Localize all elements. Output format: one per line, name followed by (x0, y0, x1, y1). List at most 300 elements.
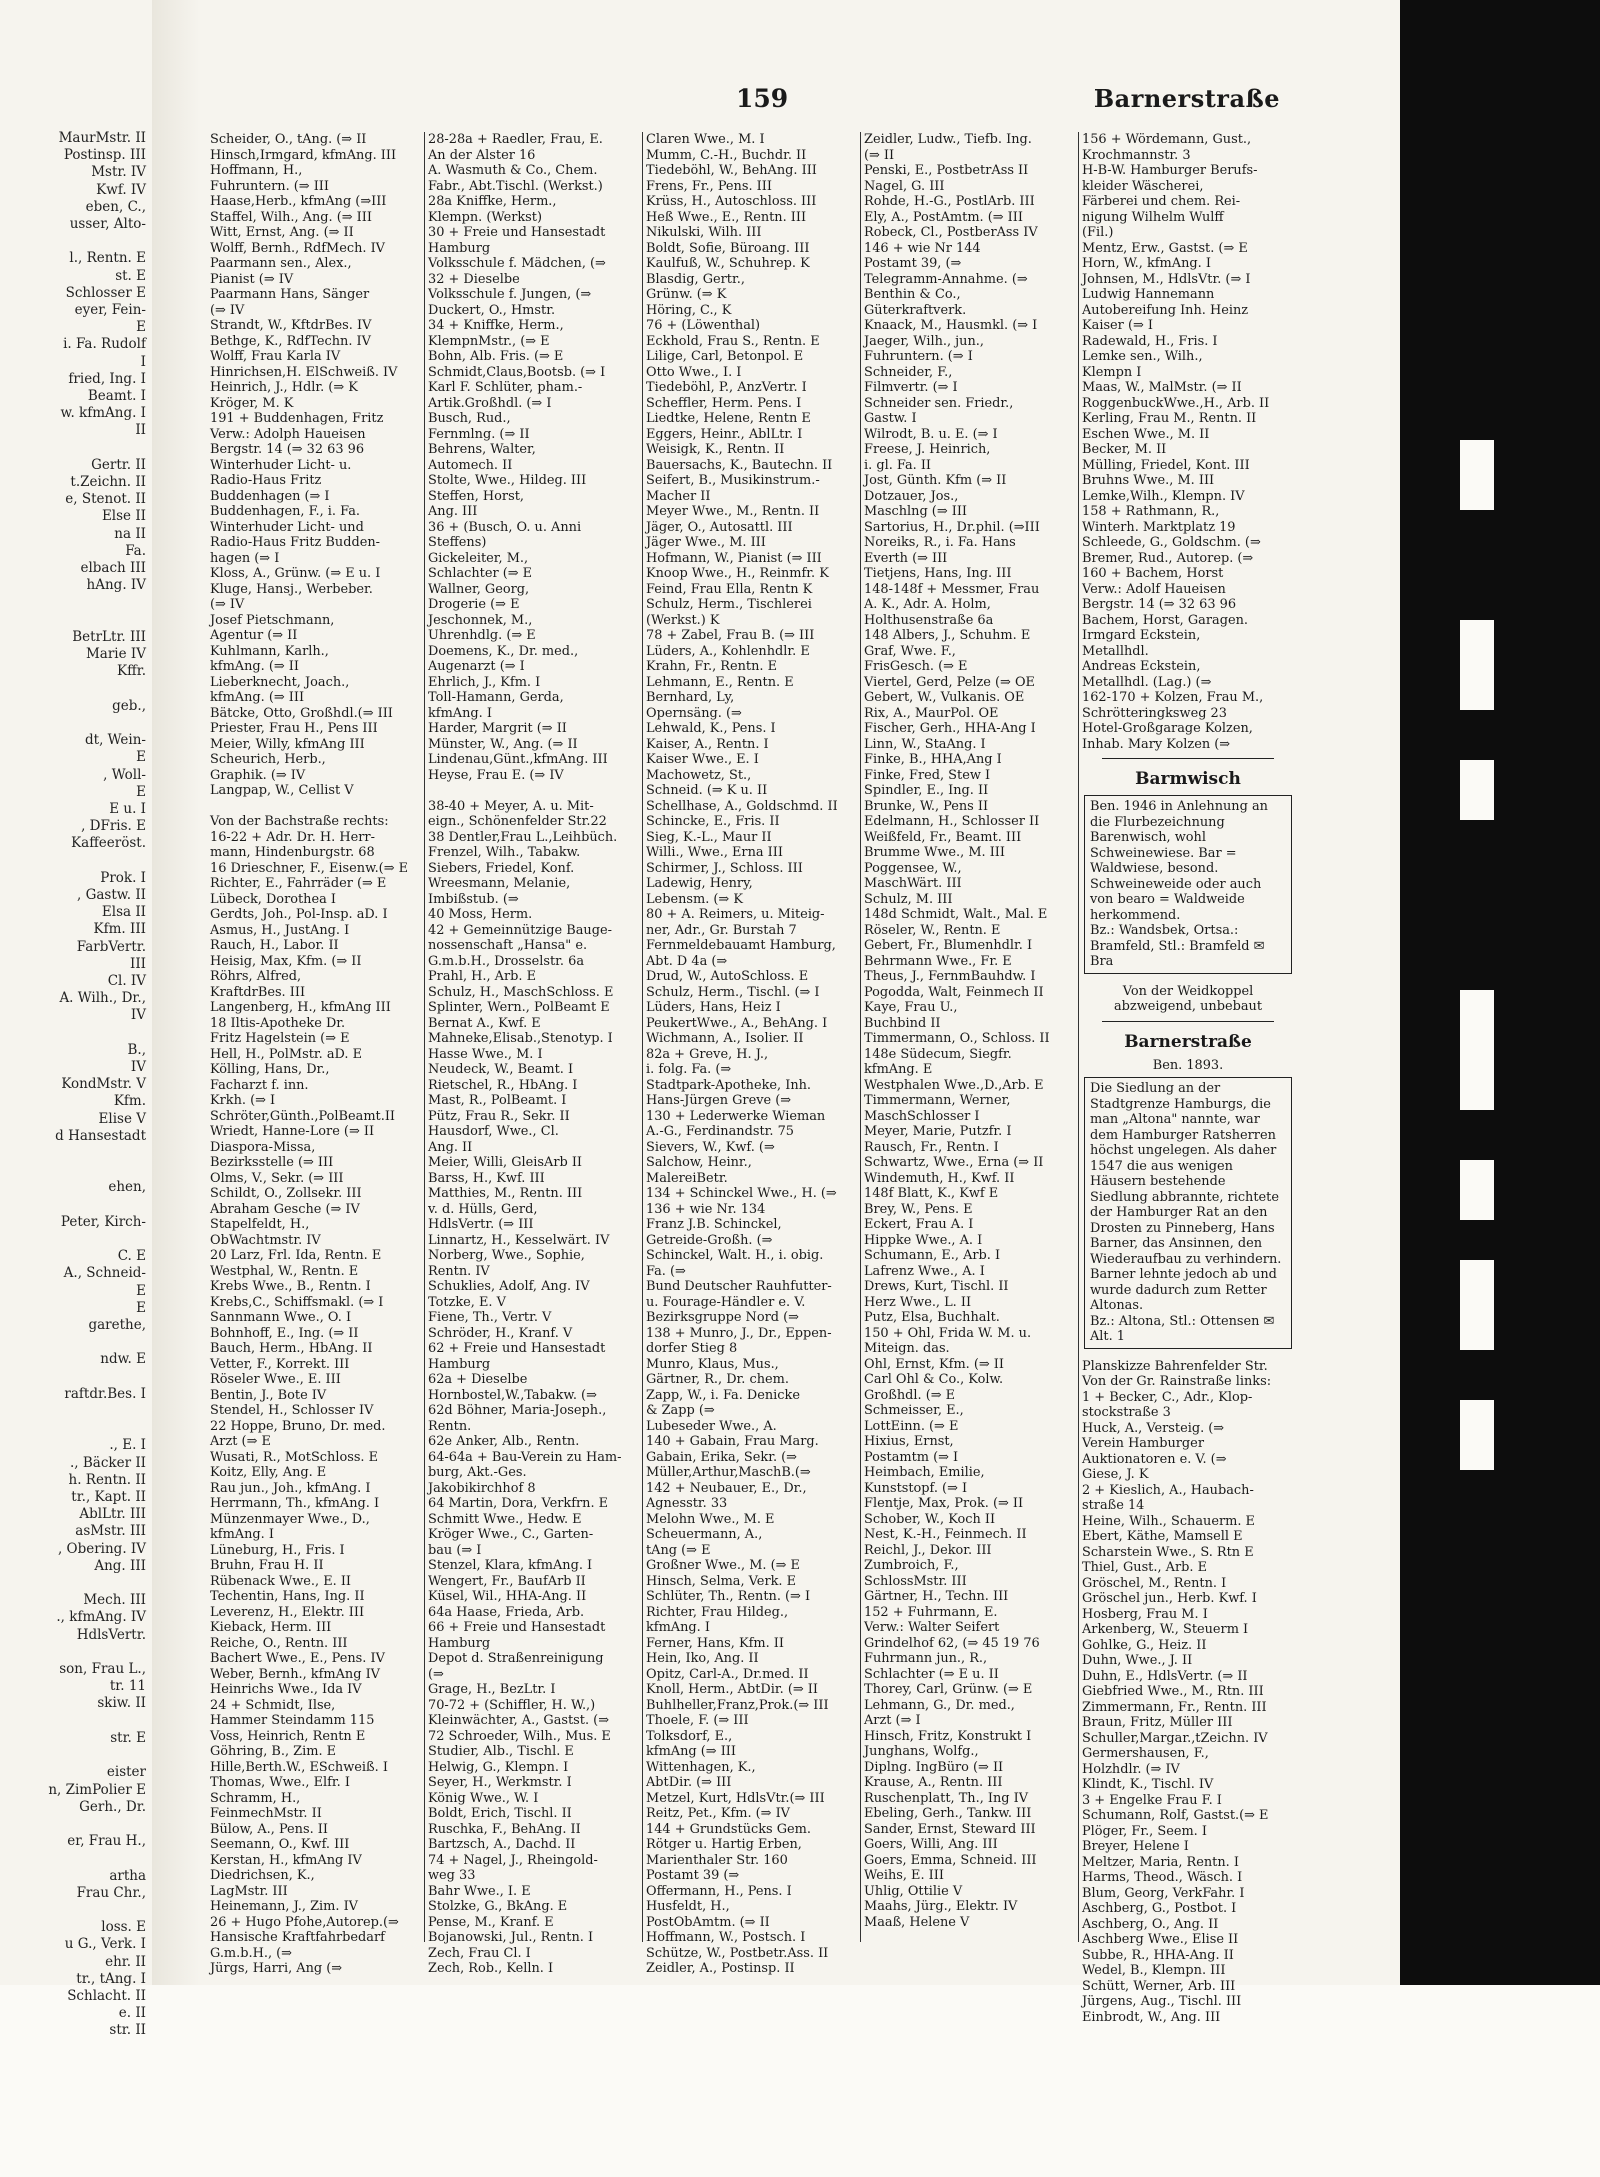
directory-entry: hagen (⇒ I (210, 550, 280, 566)
directory-entry: Wengert, Fr., BaufArb II (428, 1573, 586, 1589)
directory-entry: Mumm, C.-H., Buchdr. II (646, 147, 807, 163)
directory-entry: Wichmann, A., Isolier. II (646, 1031, 804, 1046)
directory-entry: Jakobikirchhof 8 (428, 1480, 536, 1496)
facing-page-line: Kfm. III (93, 921, 146, 938)
directory-entry: Heine, Wilh., Schauerm. E (1082, 1513, 1255, 1529)
directory-entry: A.-G., Ferdinandstr. 75 (646, 1124, 794, 1139)
directory-entry: Neudeck, W., Beamt. I (428, 1062, 574, 1077)
directory-entry: Boldt, Sofie, Büroang. III (646, 240, 810, 256)
directory-entry: PeukertWwe., A., BehAng. I (646, 1015, 828, 1031)
directory-entry: Facharzt f. inn. (210, 1077, 309, 1093)
directory-entry: Paarmann Hans, Sänger (210, 287, 370, 302)
facing-page-line (0, 233, 150, 250)
directory-entry: Schulz, Herm., Tischl. (⇒ I (646, 984, 820, 1000)
facing-page-line: Kwf. IV (96, 181, 146, 198)
directory-entry: Volksschule f. Jungen, (⇒ (428, 287, 592, 302)
directory-entry: Prahl, H., Arb. E (428, 969, 537, 984)
directory-entry: Hamburg (428, 1356, 491, 1372)
directory-entry: Heß Wwe., E., Rentn. III (646, 209, 807, 225)
facing-page-line (0, 1575, 150, 1592)
directory-entry: Pianist (⇒ IV (210, 271, 294, 287)
facing-page-line: Postinsp. III (63, 147, 146, 164)
directory-entry: Hippke Wwe., A. I (864, 1232, 983, 1248)
facing-page-line: Gerh., Dr. (79, 1798, 146, 1815)
facing-page-line: FarbVertr. (76, 938, 146, 955)
page-header (200, 84, 1280, 120)
directory-entry: Liedtke, Helene, Rentn E (646, 411, 811, 426)
directory-entry: Lemke sen., Wilh., (1082, 349, 1203, 364)
directory-entry: Westphal, W., Rentn. E (210, 1263, 359, 1279)
facing-page-line: skiw. II (97, 1695, 146, 1712)
street-heading: Barnerstraße (1124, 1031, 1252, 1052)
directory-entry: 78 + Zabel, Frau B. (⇒ III (646, 628, 815, 643)
directory-entry: 130 + Lederwerke Wieman (646, 1108, 826, 1124)
directory-entry: Gastw. I (864, 411, 917, 426)
directory-entry: An der Alster 16 (428, 147, 536, 163)
directory-entry: Schmitt Wwe., Hedw. E (428, 1511, 582, 1527)
directory-entry: SchlossMstr. III (864, 1573, 967, 1589)
directory-entry: Rix, A., MaurPol. OE (864, 705, 999, 721)
directory-entry: Flentje, Max, Prok. (⇒ II (864, 1496, 1024, 1511)
facing-page-line (0, 681, 150, 698)
directory-entry: (⇒ (428, 1666, 444, 1682)
facing-page-line: ehen, (108, 1179, 146, 1196)
directory-entry: Hamburg (428, 1635, 491, 1651)
facing-page-line: B., (127, 1041, 146, 1058)
directory-entry: Meltzer, Maria, Rentn. I (1082, 1854, 1239, 1870)
facing-page-line: hAng. IV (86, 577, 146, 594)
directory-entry: Drews, Kurt, Tischl. II (864, 1279, 1009, 1294)
directory-entry: MaschSchlosser I (864, 1108, 980, 1124)
directory-entry: Thoele, F. (⇒ III (646, 1713, 749, 1728)
directory-entry: kfmAng. I (428, 705, 492, 721)
directory-entry: 66 + Freie und Hansestadt (428, 1620, 606, 1635)
directory-entry: Fernmeldebauamt Hamburg, (646, 938, 836, 953)
facing-page-line: usser, Alto- (69, 216, 146, 233)
directory-entry: Hamburg (428, 240, 491, 256)
directory-entry: Münzenmayer Wwe., D., (210, 1511, 370, 1527)
facing-page-line: garethe, (88, 1317, 146, 1334)
directory-entry: Eckhold, Frau S., Rentn. E (646, 333, 820, 349)
directory-entry: 62 + Freie und Hansestadt (428, 1341, 606, 1356)
directory-entry: Westphalen Wwe.,D.,Arb. E (864, 1077, 1044, 1093)
directory-entry: Techentin, Hans, Ing. II (210, 1589, 365, 1604)
directory-entry: Meier, Willy, kfmAng III (210, 736, 365, 752)
directory-entry: 28a Kniffke, Herm., (428, 194, 557, 209)
directory-entry: Kröger, M. K (210, 395, 294, 411)
directory-entry: Rau jun., Joh., kfmAng. I (210, 1480, 371, 1496)
directory-entry: Ebeling, Gerh., Tankw. III (864, 1806, 1032, 1821)
directory-entry: Meyer, Marie, Putzfr. I (864, 1124, 1012, 1139)
directory-entry: Kaiser (⇒ I (1082, 318, 1153, 333)
directory-entry: Verein Hamburger (1082, 1436, 1204, 1451)
directory-entry: MalereiBetr. (646, 1170, 728, 1186)
directory-entry: Strandt, W., KftdrBes. IV (210, 318, 372, 333)
directory-entry: Tietjens, Hans, Ing. III (864, 566, 1012, 581)
directory-entry: kfmAng. E (864, 1062, 933, 1077)
directory-entry: Jaeger, Wilh., jun., (864, 333, 984, 349)
directory-entry: Inhab. Mary Kolzen (⇒ (1082, 736, 1231, 752)
directory-entry: Richter, E., Fahrräder (⇒ E (210, 876, 387, 891)
directory-entry: Bachert Wwe., E., Pens. IV (210, 1651, 385, 1666)
directory-entry: Duhn, Wwe., J. II (1082, 1653, 1193, 1668)
directory-entry: Schober, W., Koch II (864, 1511, 996, 1527)
directory-entry: G.m.b.H., (⇒ (210, 1945, 292, 1961)
directory-entry: Eckert, Frau A. I (864, 1217, 974, 1232)
directory-entry: Krochmannstr. 3 (1082, 147, 1191, 163)
directory-entry: Zeidler, Ludw., Tiefb. Ing. (864, 132, 1032, 147)
directory-entry: Andreas Eckstein, (1082, 659, 1201, 674)
directory-entry: Machowetz, St., (646, 767, 752, 783)
directory-entry: Reichl, J., Dekor. III (864, 1542, 992, 1558)
directory-entry: 16-22 + Adr. Dr. H. Herr- (210, 829, 375, 845)
directory-entry: Weihs, E. III (864, 1868, 944, 1883)
directory-entry: 148 Albers, J., Schuhm. E (864, 628, 1031, 643)
directory-entry: Schirmer, J., Schloss. III (646, 860, 803, 876)
facing-page-line: ., kfmAng. IV (56, 1609, 146, 1626)
directory-entry: kleider Wäscherei, (1082, 178, 1204, 194)
directory-entry: Busch, Rud., (428, 411, 511, 426)
directory-entry: Steffens) (428, 535, 487, 550)
directory-entry: 148d Schmidt, Walt., Mal. E (864, 907, 1048, 922)
directory-entry: 20 Larz, Frl. Ida, Rentn. E (210, 1248, 382, 1263)
directory-entry: Mentz, Erw., Gastst. (⇒ E (1082, 240, 1248, 256)
directory-entry: Arzt (⇒ E (210, 1434, 271, 1449)
directory-entry: Schütze, W., Postbetr.Ass. II (646, 1945, 829, 1961)
directory-entry: RoggenbuckWwe.,H., Arb. II (1082, 395, 1270, 411)
facing-page-line: st. E (115, 267, 146, 284)
facing-page-line (0, 440, 150, 457)
directory-entry: Mahneke,Elisab.,Stenotyp. I (428, 1031, 613, 1046)
directory-entry: Fuhrmann jun., R., (864, 1651, 988, 1666)
directory-entry: Großhdl. (⇒ E (864, 1387, 956, 1403)
directory-entry: Franz J.B. Schinckel, (646, 1217, 782, 1232)
directory-entry: Auktionatoren e. V. (⇒ (1082, 1451, 1227, 1467)
directory-entry: Zumbroich, F., (864, 1558, 959, 1573)
facing-page-line: Ang. III (94, 1557, 146, 1574)
directory-entry: Heinemann, J., Zim. IV (210, 1899, 358, 1914)
directory-entry: Holzhdlr. (⇒ IV (1082, 1761, 1180, 1777)
directory-entry: Dotzauer, Jos., (864, 488, 959, 504)
directory-entry: 134 + Schinckel Wwe., H. (⇒ (646, 1186, 837, 1201)
street-note: Von der Weidkoppel (1122, 983, 1254, 999)
directory-entry: Wilrodt, B. u. E. (⇒ I (864, 426, 998, 442)
facing-page-line: Elsa II (101, 904, 146, 921)
directory-entry: Lehwald, K., Pens. I (646, 721, 776, 736)
directory-entry: Bergstr. 14 (⇒ 32 63 96 (210, 442, 365, 457)
directory-entry: Hoffmann, W., Postsch. I (646, 1930, 806, 1945)
column-divider (424, 132, 425, 1942)
directory-entry: Uhrenhdlg. (⇒ E (428, 628, 536, 643)
directory-entry: Arzt (⇒ I (864, 1713, 921, 1728)
directory-entry: Schröter,Günth.,PolBeamt.II (210, 1108, 396, 1124)
directory-entry: kfmAng. I (646, 1620, 710, 1635)
directory-entry: Knaack, M., Hausmkl. (⇒ I (864, 318, 1038, 333)
directory-entry: Diedrichsen, K., (210, 1868, 315, 1883)
directory-entry: Lüders, A., Kohlenhdlr. E (646, 643, 810, 659)
directory-entry: 24 + Schmidt, Ilse, (210, 1697, 336, 1713)
directory-entry: Willi., Wwe., Erna III (646, 845, 783, 860)
directory-entry: Lüders, Hans, Heiz I (646, 1000, 781, 1015)
directory-entry: Brunke, W., Pens II (864, 798, 989, 814)
directory-entry: Frenzel, Wilh., Tabakw. (428, 845, 581, 860)
directory-entry: Ehrlich, J., Kfm. I (428, 674, 541, 690)
directory-entry: Maahs, Jürg., Elektr. IV (864, 1899, 1018, 1914)
directory-entry: u. Fourage-Händler e. V. (646, 1294, 806, 1310)
facing-page-line: tr., tAng. I (76, 1970, 146, 1987)
directory-entry: Schütt, Werner, Arb. III (1082, 1978, 1236, 1994)
directory-entry: Scheffler, Herm. Pens. I (646, 395, 802, 411)
facing-page-line: Peter, Kirch- (60, 1213, 146, 1230)
directory-entry: Pense, M., Kranf. E (428, 1914, 554, 1930)
facing-page-line: Else II (101, 508, 146, 525)
section-rule (1102, 758, 1274, 759)
directory-entry: G.m.b.H., Drosselstr. 6a (428, 953, 585, 969)
directory-entry: Kunststopf. (⇒ I (864, 1480, 968, 1496)
directory-entry: Abt. D 4a (⇒ (646, 953, 728, 969)
info-box-text: Bz.: Altona, Stl.: Ottensen ✉ Alt. 1 (1090, 1313, 1275, 1344)
directory-entry: Winterhuder Licht- und (210, 519, 364, 535)
directory-entry: Nest, K.-H., Feinmech. II (864, 1527, 1027, 1542)
directory-entry: Linn, W., StaAng. I (864, 736, 986, 752)
directory-entry: Fischer, Gerh., HHA-Ang I (864, 721, 1036, 736)
directory-entry: Güterkraftverk. (864, 302, 967, 318)
directory-entry: Zech, Frau Cl. I (428, 1945, 531, 1961)
facing-page-line (0, 594, 150, 611)
directory-entry: 34 + Kniffke, Herm., (428, 318, 564, 333)
directory-entry: 148e Südecum, Siegfr. (864, 1046, 1012, 1062)
directory-entry: Hixius, Ernst, (864, 1434, 954, 1449)
directory-entry: Kaiser, A., Rentn. I (646, 736, 769, 752)
page-bottom-margin (0, 1985, 1600, 2177)
directory-entry: Rauch, H., Labor. II (210, 938, 339, 953)
facing-page-line: tr. 11 (109, 1678, 146, 1695)
directory-entry: Agentur (⇒ II (210, 628, 298, 643)
directory-entry: Gröschel, M., Rentn. I (1082, 1575, 1227, 1591)
directory-entry: Blasdig, Gertr., (646, 271, 745, 287)
directory-entry: Germershausen, F., (1082, 1746, 1209, 1761)
facing-page-line: A., Schneid- (63, 1265, 146, 1282)
directory-entry: Frens, Fr., Pens. III (646, 178, 772, 194)
directory-entry: Duhn, E., HdlsVertr. (⇒ II (1082, 1668, 1248, 1684)
directory-entry: Heinrich, J., Hdlr. (⇒ K (210, 380, 358, 395)
directory-entry: Einbrodt, W., Ang. III (1082, 2009, 1221, 2025)
facing-page-line: l., Rentn. E (69, 250, 146, 267)
directory-entry: Von der Bachstraße rechts: (210, 814, 389, 829)
directory-entry: 138 + Munro, J., Dr., Eppen- (646, 1325, 832, 1341)
directory-entry: Herrmann, Th., kfmAng. I (210, 1496, 380, 1511)
directory-entry: Hinsch, Fritz, Konstrukt I (864, 1728, 1032, 1744)
directory-entry: Feind, Frau Ella, Rentn K (646, 581, 813, 597)
directory-entry: Brey, W., Pens. E (864, 1201, 973, 1217)
facing-page-line (0, 1025, 150, 1042)
directory-column-1 (210, 132, 422, 1982)
directory-entry: Harms, Theod., Wäsch. I (1082, 1870, 1243, 1885)
directory-entry: Grindelhof 62, (⇒ 45 19 76 (864, 1635, 1040, 1651)
directory-entry: Krahn, Fr., Rentn. E (646, 659, 777, 674)
directory-entry: Bauch, Herm., HbAng. II (210, 1341, 373, 1356)
directory-entry: Bezirksgruppe Nord (⇒ (646, 1310, 799, 1325)
facing-page-line: fried, Ing. I (68, 370, 146, 387)
directory-entry: 18 Iltis-Apotheke Dr. (210, 1015, 346, 1031)
directory-entry: Penski, E., PostbetrAss II (864, 163, 1029, 178)
directory-entry: Lehmann, G., Dr. med., (864, 1697, 1015, 1713)
directory-entry: FeinmechMstr. II (210, 1806, 322, 1821)
directory-entry: Ely, A., PostAmtm. (⇒ III (864, 209, 1023, 225)
directory-entry: Gärtner, H., Techn. III (864, 1589, 1009, 1604)
directory-entry: Schuklies, Adolf, Ang. IV (428, 1279, 590, 1294)
directory-entry: Munro, Klaus, Mus., (646, 1356, 779, 1372)
directory-entry: LottEinn. (⇒ E (864, 1418, 959, 1434)
facing-page-line: n, ZimPolier E (48, 1781, 146, 1798)
directory-entry: 16 Drieschner, F., Eisenw.(⇒ E (210, 860, 409, 876)
directory-entry: Fuhruntern. (⇒ I (864, 349, 973, 364)
facing-page-line: ndw. E (100, 1351, 146, 1368)
facing-page-line: w. kfmAng. I (60, 405, 146, 422)
directory-entry: Bohn, Alb. Fris. (⇒ E (428, 349, 564, 364)
directory-entry: Freese, J. Heinrich, (864, 442, 991, 457)
directory-entry: Buchbind II (864, 1015, 941, 1031)
directory-entry: 72 Schroeder, Wilh., Mus. E (428, 1728, 611, 1744)
directory-entry: Rohde, H.-G., PostlArb. III (864, 194, 1035, 209)
directory-entry: Bezirksstelle (⇒ III (210, 1155, 334, 1170)
directory-entry: Stadtpark-Apotheke, Inh. (646, 1077, 812, 1093)
directory-entry: Postamt 39, (⇒ (864, 256, 962, 271)
directory-entry: Eggers, Heinr., AblLtr. I (646, 426, 803, 442)
facing-page-line (0, 1816, 150, 1833)
directory-entry: Ruschka, F., BehAng. II (428, 1821, 581, 1837)
directory-entry: Kieback, Herm. III (210, 1620, 332, 1635)
directory-entry: Gebert, W., Vulkanis. OE (864, 690, 1025, 705)
directory-entry: Pogodda, Walt, Feinmech II (864, 984, 1044, 1000)
directory-entry: Klempn. (Werkst) (428, 209, 543, 225)
directory-entry: (⇒ II (864, 147, 895, 163)
directory-entry: Ruschenplatt, Th., Ing IV (864, 1790, 1029, 1806)
directory-entry: AbtDir. (⇒ III (646, 1775, 732, 1790)
facing-page-fragment (0, 130, 150, 2039)
directory-entry: Seemann, O., Kwf. III (210, 1837, 350, 1852)
directory-entry: H-B-W. Hamburger Berufs- (1082, 163, 1258, 178)
info-box-text: Bz.: Wandsbek, Ortsa.: Bramfeld, Stl.: Bramfeld ✉ Bra (1090, 923, 1265, 969)
directory-entry: Theus, J., FernmBauhdw. I (864, 969, 1036, 984)
directory-entry: 38-40 + Meyer, A. u. Mit- (428, 798, 594, 814)
facing-page-line: Mstr. IV (91, 164, 146, 181)
directory-entry: Robeck, Cl., PostberAss IV (864, 225, 1038, 240)
directory-entry: Drogerie (⇒ E (428, 597, 520, 612)
facing-page-line: Kfm. (113, 1093, 146, 1110)
directory-entry: Rentn. IV (428, 1263, 490, 1279)
directory-entry: Melohn Wwe., M. E (646, 1511, 775, 1527)
directory-entry: Spindler, E., Ing. II (864, 783, 989, 798)
directory-entry: Goers, Willi, Ang. III (864, 1837, 998, 1852)
facing-page-line: , Gastw. II (77, 886, 146, 903)
facing-page-line (0, 1644, 150, 1661)
directory-entry: Asmus, H., JustAng. I (210, 922, 350, 938)
directory-entry: 62d Böhner, Maria-Joseph., (428, 1403, 607, 1418)
directory-entry: Schumann, Rolf, Gastst.(⇒ E (1082, 1808, 1269, 1823)
directory-entry: Stapelfeldt, H., (210, 1217, 310, 1232)
directory-entry: Schlüter, Th., Rentn. (⇒ I (646, 1589, 811, 1604)
directory-entry: Opitz, Carl-A., Dr.med. II (646, 1666, 809, 1682)
directory-entry: Ladewig, Henry, (646, 876, 753, 891)
directory-entry: Doemens, K., Dr. med., (428, 643, 579, 659)
directory-entry: Claren Wwe., M. I (646, 132, 765, 147)
directory-entry: FrisGesch. (⇒ E (864, 659, 968, 674)
directory-entry: kfmAng (⇒ III (646, 1744, 736, 1759)
directory-entry: Ang. II (428, 1139, 473, 1155)
directory-entry: Bentin, J., Bote IV (210, 1387, 327, 1403)
directory-entry: Wriedt, Hanne-Lore (⇒ II (210, 1124, 375, 1139)
directory-entry: Heimbach, Emilie, (864, 1465, 985, 1480)
directory-entry: 40 Moss, Herm. (428, 907, 533, 922)
facing-page-line: Mech. III (83, 1592, 146, 1609)
directory-entry: Scheider, O., tAng. (⇒ II (210, 132, 367, 147)
directory-entry: Agnesstr. 33 (646, 1496, 728, 1511)
directory-entry: Breyer, Helene I (1082, 1839, 1189, 1854)
directory-entry: Witt, Ernst, Ang. (⇒ II (210, 225, 354, 240)
directory-entry: 2 + Kieslich, A., Haubach- (1082, 1482, 1254, 1498)
directory-entry: 148f Blatt, K., Kwf E (864, 1186, 999, 1201)
directory-entry: Leverenz, H., Elektr. III (210, 1604, 365, 1620)
directory-entry: Staffel, Wilh., Ang. (⇒ III (210, 209, 372, 225)
directory-entry: Stendel, H., Schlosser IV (210, 1403, 374, 1418)
directory-entry: Behrens, Walter, (428, 442, 536, 457)
facing-page-line: str. E (110, 1729, 146, 1746)
directory-entry: 148-148f + Messmer, Frau (864, 581, 1040, 597)
directory-entry: Putz, Elsa, Buchhalt. (864, 1310, 1000, 1325)
directory-entry: Rentn. (428, 1418, 472, 1434)
directory-entry: Meyer Wwe., M., Rentn. II (646, 504, 820, 519)
directory-entry: Behrmann Wwe., Fr. E (864, 953, 1012, 969)
directory-entry: Hasse Wwe., M. I (428, 1046, 543, 1062)
facing-page-line: MaurMstr. II (58, 130, 146, 146)
directory-entry: Diplng. IngBüro (⇒ II (864, 1759, 1004, 1775)
facing-page-line: Schlacht. II (67, 1987, 146, 2004)
directory-entry: Röhrs, Alfred, (210, 969, 302, 984)
directory-entry: Giese, J. K (1082, 1467, 1149, 1482)
directory-entry: stockstraße 3 (1082, 1405, 1171, 1420)
directory-entry: Horn, W., kfmAng. I (1082, 256, 1211, 271)
directory-entry: Jürgs, Harri, Ang (⇒ (210, 1961, 343, 1976)
directory-entry: Lindenau,Günt.,kfmAng. III (428, 752, 608, 767)
directory-entry: Hans-Jürgen Greve (⇒ (646, 1093, 792, 1108)
directory-entry: Schmidt,Claus,Bootsb. (⇒ I (428, 364, 606, 380)
directory-entry: Rausch, Fr., Rentn. I (864, 1139, 999, 1155)
facing-page-line (0, 1747, 150, 1764)
directory-entry: Graphik. (⇒ IV (210, 767, 306, 783)
directory-entry: mann, Hindenburgstr. 68 (210, 845, 375, 860)
directory-entry: 160 + Bachem, Horst (1082, 566, 1224, 581)
directory-entry: Schneid. (⇒ K u. II (646, 783, 768, 798)
facing-page-line: d Hansestadt (55, 1127, 146, 1144)
directory-entry: kfmAng. I (210, 1527, 274, 1542)
directory-entry: 142 + Neubauer, E., Dr., (646, 1480, 807, 1496)
directory-entry: Kleinwächter, A., Gastst. (⇒ (428, 1713, 609, 1728)
directory-entry: Schmeisser, E., (864, 1403, 964, 1418)
directory-entry: Jäger, O., Autosattl. III (646, 519, 793, 535)
facing-page-line: h. Rentn. II (68, 1471, 146, 1488)
facing-page-line: AblLtr. III (79, 1506, 146, 1523)
directory-entry: Jost, Günth. Kfm (⇒ II (864, 473, 1007, 488)
directory-entry: Sartorius, H., Dr.phil. (⇒III (864, 519, 1040, 535)
directory-entry: Grünw. (⇒ K (646, 287, 727, 302)
directory-entry: Splinter, Wern., PolBeamt E (428, 1000, 610, 1015)
directory-entry: Röseler Wwe., E. III (210, 1372, 341, 1387)
directory-entry: Uhlig, Ottilie V (864, 1883, 963, 1899)
directory-entry: Lafrenz Wwe., A. I (864, 1263, 985, 1279)
directory-entry: Münster, W., Ang. (⇒ II (428, 736, 578, 752)
directory-entry: Weisigk, K., Rentn. II (646, 442, 785, 457)
